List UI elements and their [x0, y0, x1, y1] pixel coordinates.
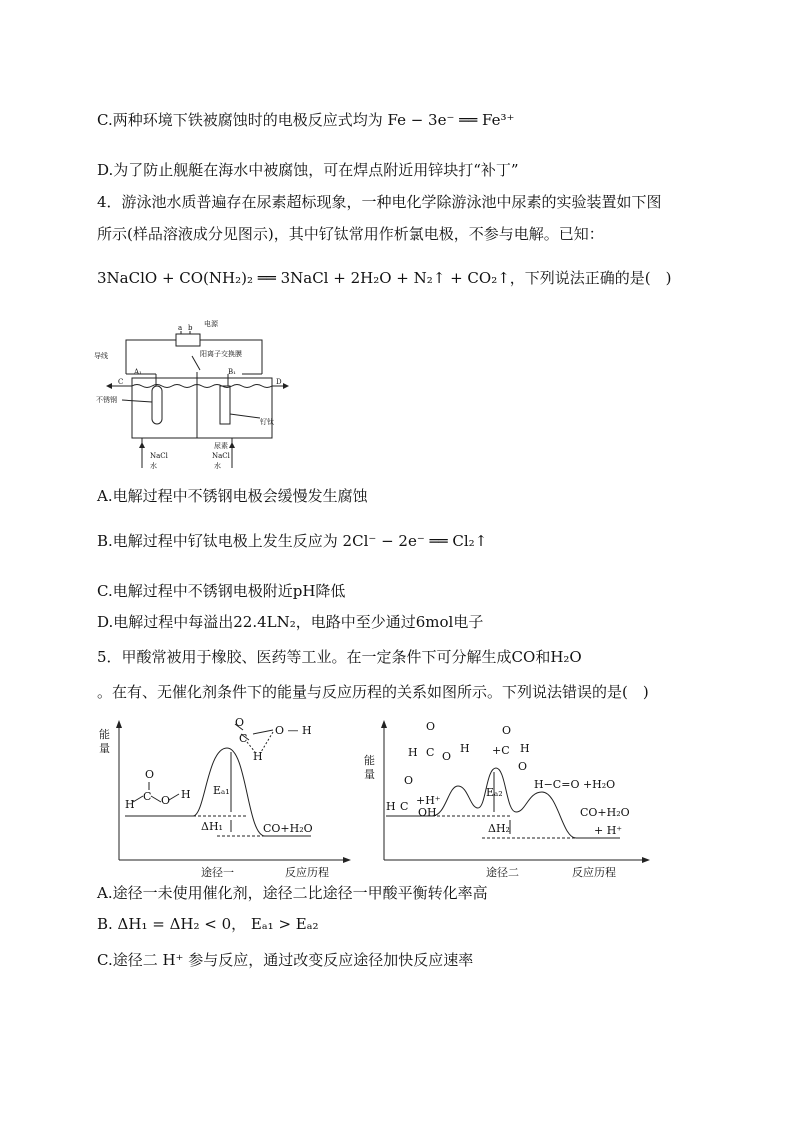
reactant-o-label-2: O	[404, 774, 414, 787]
product-hplus-label: + H⁺	[594, 824, 623, 837]
product-label-2: CO+H₂O	[580, 806, 630, 819]
ymax-arrow-2-icon	[381, 720, 387, 728]
dh1-label: ΔH₁	[201, 820, 223, 833]
outlet-c-label: C	[118, 378, 124, 386]
wire-label: 导线	[94, 352, 108, 360]
electrolysis-apparatus-diagram	[92, 318, 292, 473]
option-4c: C.电解过程中不锈钢电极附近pH降低	[97, 582, 346, 600]
question-4-text-1: 4．游泳池水质普遍存在尿素超标现象，一种电化学除游泳池中尿素的实验装置如下图	[97, 193, 662, 211]
right-inlet-nacl: NaCl	[212, 452, 230, 460]
left-inlet-water: 水	[150, 462, 157, 470]
hplus-label: +H⁺	[416, 794, 441, 807]
outlet-c-arrow-icon	[106, 383, 112, 389]
int2-c-label: +C	[492, 744, 510, 757]
int1-c-label: C	[426, 746, 435, 759]
y-axis-label-2: 量	[99, 742, 110, 755]
option-4b: B.电解过程中钌钛电极上发生反应为 2Cl⁻ − 2e⁻ ══ Cl₂↑	[97, 532, 488, 550]
electrode-a1-label: A₁	[134, 368, 142, 376]
power-label: 电源	[204, 320, 218, 328]
ea2-label: Eₐ₂	[486, 786, 503, 799]
inlet-right-arrow-icon	[229, 442, 235, 448]
xmax-arrow-icon	[343, 857, 351, 863]
left-inlet-label: NaCl	[150, 452, 168, 460]
int1-h-label: H	[408, 746, 418, 759]
reactant-h2-label: H	[181, 788, 191, 801]
question-5-text-2: 。在有、无催化剂条件下的能量与反应历程的关系如图所示。下列说法错误的是( )	[97, 683, 649, 701]
int2-o2-label: O	[518, 760, 528, 773]
outlet-d-arrow-icon	[283, 383, 289, 389]
reactant-h-label: H	[125, 798, 135, 811]
reactant-o2-label: O	[161, 794, 171, 807]
option-5a: A.途径一未使用催化剂，途径二比途径一甲酸平衡转化率高	[97, 884, 488, 902]
membrane-label: 阳离子交换膜	[200, 350, 242, 358]
question-4-text-2: 所示(样品溶液成分见图示)，其中钌钛常用作析氯电极，不参与电解。已知：	[97, 225, 604, 243]
reactant-c-label: C	[143, 790, 152, 803]
reactant-o-label: O	[145, 768, 155, 781]
int2-o-label: O	[502, 724, 512, 737]
option-4a: A.电解过程中不锈钢电极会缓慢发生腐蚀	[97, 487, 368, 505]
energy-diagram-path-1	[97, 712, 357, 882]
x-axis-label-2: 反应历程	[572, 866, 616, 879]
right-inlet-water: 水	[214, 462, 221, 470]
oh-label: OH	[418, 806, 437, 819]
path-1-label: 途径一	[201, 866, 234, 879]
y-axis-label-right-2: 量	[364, 768, 375, 781]
y-axis-label: 能	[99, 728, 110, 741]
reactant-c-label-2: C	[400, 800, 409, 813]
ea1-label: Eₐ₁	[213, 784, 230, 797]
reactant-h-label-2: H	[386, 800, 396, 813]
right-inlet-urea: 尿素	[214, 442, 228, 450]
xmax-arrow-2-icon	[642, 857, 650, 863]
ts-o-label: O	[235, 716, 245, 729]
question-5-text-1: 5．甲酸常被用于橡胶、医药等工业。在一定条件下可分解生成CO和H₂O	[97, 648, 582, 666]
dh2-label: ΔH₂	[488, 822, 510, 835]
outlet-d-label: D	[276, 378, 282, 386]
electrode-b1-label: B₁	[228, 368, 236, 376]
option-5b: B. ΔH₁ = ΔH₂ < 0， Eₐ₁ > Eₐ₂	[97, 915, 319, 933]
ts-oh-label: O — H	[275, 724, 312, 737]
inlet-left-arrow-icon	[139, 442, 145, 448]
product-label: CO+H₂O	[263, 822, 313, 835]
terminal-a-label: a	[178, 324, 183, 332]
ts-c-label: C	[239, 732, 248, 745]
y-axis-label-right: 能	[364, 754, 375, 767]
question-4-equation: 3NaClO + CO(NH₂)₂ ══ 3NaCl + 2H₂O + N₂↑ + CO₂↑，下列说法正确的是( )	[97, 269, 672, 287]
int3-label: H−C=O +H₂O	[534, 778, 616, 791]
energy-diagram-path-2	[362, 712, 652, 882]
path-2-label: 途径二	[486, 866, 519, 879]
terminal-b-label: b	[188, 324, 193, 332]
stainless-steel-label: 不锈钢	[96, 396, 117, 404]
option-3c: C.两种环境下铁被腐蚀时的电极反应式均为 Fe − 3e⁻ ══ Fe³⁺	[97, 111, 515, 129]
ruthenium-titanium-label: 钌钛	[260, 418, 274, 426]
option-5c: C.途径二 H⁺ 参与反应，通过改变反应途径加快反应速率	[97, 951, 474, 969]
int1-o2-label: O	[442, 750, 452, 763]
int1-o-label: O	[426, 720, 436, 733]
int2-h-label: H	[520, 742, 530, 755]
x-axis-label: 反应历程	[285, 866, 329, 879]
int1-h2-label: H	[460, 742, 470, 755]
ts-h-label: H	[253, 750, 263, 763]
option-3d: D.为了防止舰艇在海水中被腐蚀，可在焊点附近用锌块打“补丁”	[97, 161, 519, 179]
option-4d: D.电解过程中每溢出22.4LN₂，电路中至少通过6mol电子	[97, 613, 484, 631]
ymax-arrow-icon	[116, 720, 122, 728]
